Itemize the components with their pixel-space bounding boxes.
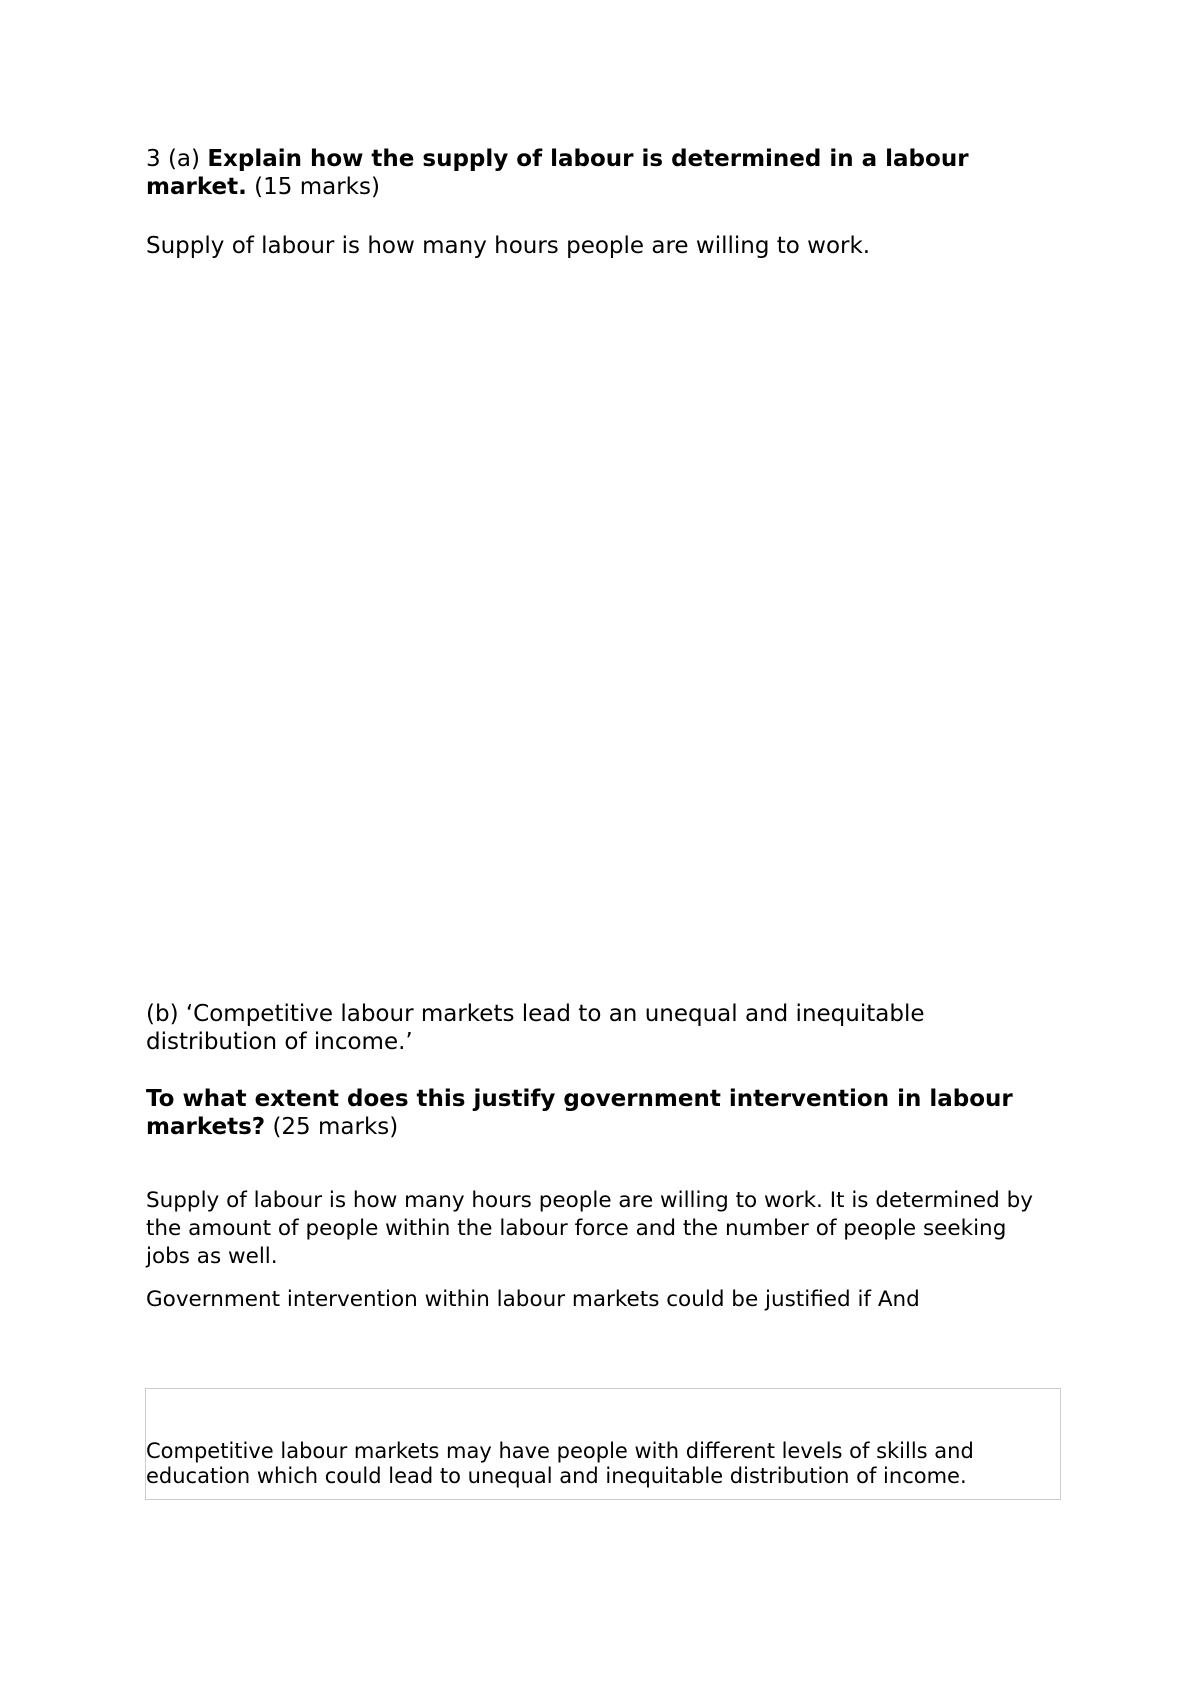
answer-3a[interactable]: Supply of labour is how many hours people are willing to work. [146, 233, 871, 259]
question-3b-task [146, 1085, 1046, 1141]
question-3b-quote [146, 1000, 1046, 1056]
question-3a [146, 145, 1046, 201]
answer-3b-paragraph-1[interactable]: Supply of labour is how many hours people are willing to work. It is determined by the amount of people within the labour force and the number of people seeking jobs as well. [146, 1188, 1033, 1269]
text-box[interactable] [145, 1388, 1061, 1500]
question-3b-quote-text: ‘Competitive labour markets lead to an unequal and inequitable distribution of income.’ [146, 1001, 925, 1055]
question-number: 3 (a) [146, 146, 200, 172]
question-3a-marks: (15 marks) [254, 174, 380, 200]
answer-3b-paragraph-2[interactable]: Government intervention within labour markets could be justified if And [146, 1287, 920, 1312]
question-3b-prompt: To what extent does this justify government intervention in labour markets? [146, 1086, 1013, 1140]
question-3a-prompt: Explain how the supply of labour is determined in a labour market. [146, 146, 969, 200]
question-3b-marks: (25 marks) [272, 1114, 399, 1140]
text-box-content: Competitive labour markets may have people with different levels of skills and education which could lead to unequal and inequitable distribution of income. [146, 1439, 974, 1488]
question-3b-label: (b) [146, 1001, 179, 1027]
